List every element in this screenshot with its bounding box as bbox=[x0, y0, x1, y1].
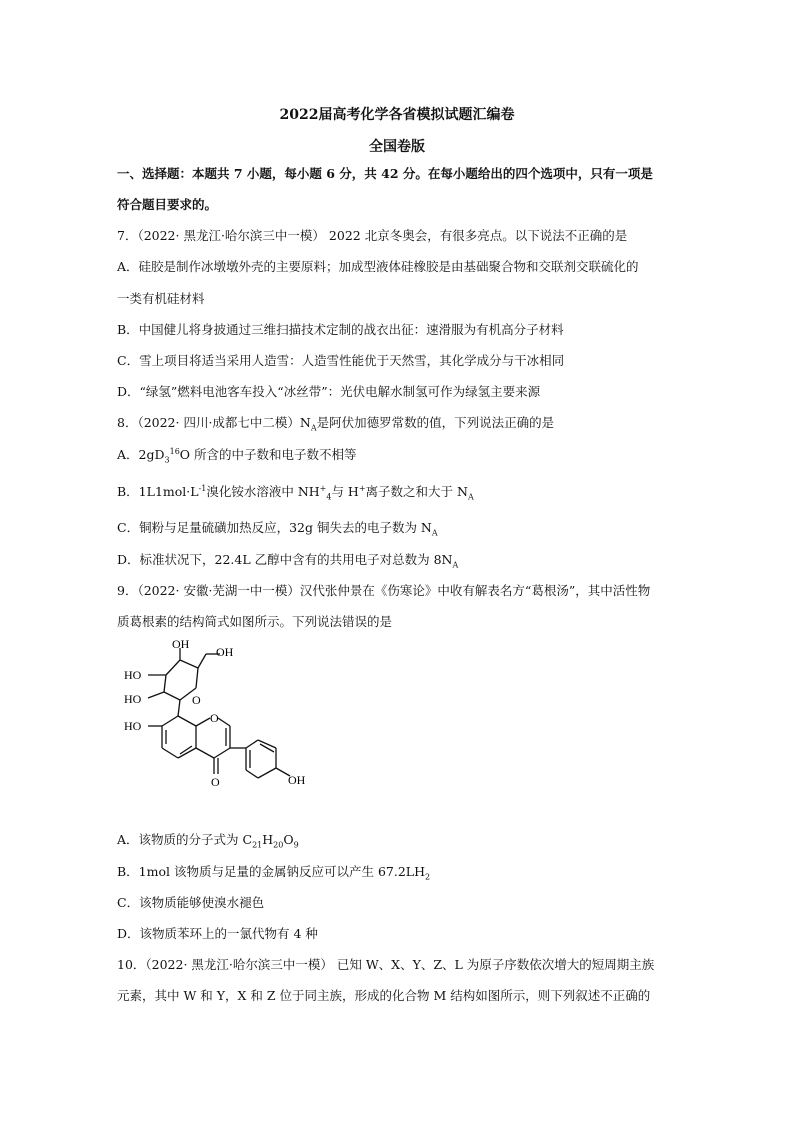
q9-option-d: D．该物质苯环上的一氯代物有 4 种 bbox=[117, 926, 318, 941]
q8-option-d: D．标准状况下，22.4L 乙醇中含有的共用电子对总数为 $8N_A$ bbox=[117, 552, 459, 570]
q9-stem-line1: 9．（2022· 安徽·芜湖一中一模）汉代张仲景在《伤寒论》中收有解表名方“葛根汤”，其中活性物 bbox=[117, 583, 651, 598]
q10-stem-line2: 元素，其中 W 和 Y，X 和 Z 位于同主族，形成的化合物 M 结构如图所示，则下列叙述不正确的 bbox=[117, 988, 651, 1003]
puerarin-structure bbox=[118, 640, 328, 818]
q9-option-b: B．1mol 该物质与足量的金属钠反应可以产生 $67.2LH_2$ bbox=[117, 864, 431, 882]
q9-option-a: A．该物质的分子式为 $C_{21}H_{20}O_9$ bbox=[117, 832, 299, 850]
q8-option-c: C．铜粉与足量硫磺加热反应，32g 铜失去的电子数为 $N_A$ bbox=[117, 520, 438, 538]
q7-option-c: C．雪上项目将适当采用人造雪：人造雪性能优于天然雪，其化学成分与干冰相同 bbox=[117, 353, 565, 368]
q7-option-a-line2: 一类有机硅材料 bbox=[117, 291, 205, 306]
section-instruction-line1: 一、选择题：本题共 7 小题，每小题 6 分，共 42 分。在每小题给出的四个选项中，只有一项是 bbox=[117, 166, 653, 181]
q8-option-b: B．$1L1mol\cdot L^{-1}$溴化铵水溶液中 $NH^+_4$与 H+离子数之和大于 $N_A$ bbox=[117, 483, 474, 502]
q7-option-a-line1: A．硅胶是制作冰墩墩外壳的主要原料；加成型液体硅橡胶是由基础聚合物和交联剂交联硫化的 bbox=[117, 259, 639, 274]
label-keto-o: O bbox=[211, 775, 220, 789]
label-ring-o2: O bbox=[210, 711, 219, 725]
label-ring-o1: O bbox=[192, 693, 201, 707]
q8-stem: 8．（2022· 四川·成都七中二模）$N_A$是阿伏加德罗常数的值，下列说法正确的是 bbox=[117, 415, 555, 433]
page-subtitle: 全国卷版 bbox=[369, 139, 425, 155]
label-ho-left2: HO bbox=[124, 692, 142, 706]
q9-stem-line2: 质葛根素的结构简式如图所示。下列说法错误的是 bbox=[117, 614, 393, 629]
q7-option-d: D．“绿氢”燃料电池客车投入“冰丝带”：光伏电解水制氢可作为绿氢主要来源 bbox=[117, 384, 541, 399]
q7-stem: 7．（2022· 黑龙江·哈尔滨三中一模） 2022 北京冬奥会，有很多亮点。以下说法不正确的是 bbox=[117, 228, 628, 243]
q7-option-b: B．中国健儿将身披通过三维扫描技术定制的战衣出征：速滑服为有机高分子材料 bbox=[117, 322, 564, 337]
label-ho-left3: HO bbox=[124, 719, 142, 733]
q8-option-a: A．$2gD_3^{16}O$ 所含的中子数和电子数不相等 bbox=[117, 446, 357, 465]
q10-stem-line1: 10．（2022· 黑龙江·哈尔滨三中一模） 已知 W、X、Y、Z、L 为原子序数依次增大的短周期主族 bbox=[117, 957, 655, 972]
section-instruction-line2: 符合题目要求的。 bbox=[117, 197, 218, 212]
label-oh-top1: OH bbox=[172, 640, 190, 651]
q9-option-c: C．该物质能够使溴水褪色 bbox=[117, 895, 265, 910]
page-title: 2022届高考化学各省模拟试题汇编卷 bbox=[279, 107, 515, 123]
label-oh-right: OH bbox=[288, 773, 306, 787]
label-oh-top2: OH bbox=[216, 645, 234, 659]
label-ho-left1: HO bbox=[124, 668, 142, 682]
